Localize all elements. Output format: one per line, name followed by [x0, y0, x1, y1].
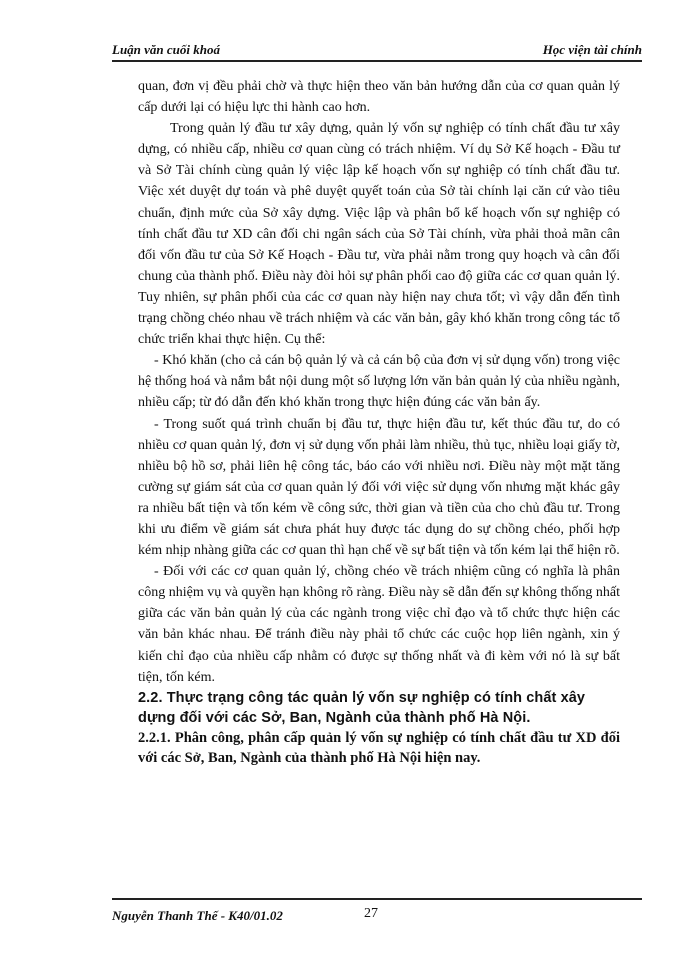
paragraph-investment-management: Trong quản lý đầu tư xây dựng, quản lý vốn sự nghiệp có tính chất đầu tư xây dựng, có nhiều cấp, nhiều cơ quan cùng có trách nhiệm. Ví dụ Sở Kế hoạch - Đầu tư và Sở Tài chính cùng quản lý việc lập kế hoạch vốn sự nghiệp có tính chất đầu tư. Việc xét duyệt dự toán và phê duyệt quyết toán của Sở tài chính lại căn cứ vào tiêu chuẩn, định mức của Sở xây dựng. Việc lập và phân bổ kế hoạch vốn sự nghiệp có tính chất đầu tư XD cân đối chi ngân sách của Sở Tài chính, vừa phải thoả mãn cân đối vốn đầu tư của Sở Kế Hoạch - Đầu tư, vừa phải nằm trong quy hoạch và cân đối chung của thành phố. Điều này đòi hỏi sự phân phối cao độ giữa các cơ quan quản lý. Tuy nhiên, sự phân phối của các cơ quan này hiện nay chưa tốt; vì vậy dẫn đến tình trạng chồng chéo nhau về trách nhiệm và các văn bản, gây khó khăn trong công tác tổ chức triển khai thực hiện. Cụ thể: — [138, 121, 620, 348]
header-thesis-title: Luận văn cuối khoá — [112, 42, 220, 57]
page-footer — [112, 898, 642, 923]
section-heading-2-2-1: 2.2.1. Phân công, phân cấp quản lý vốn sự nghiệp có tính chất đầu tư XD đối với các Sở, Ban, Ngành của thành phố Hà Nội hiện nay. — [138, 729, 620, 766]
paragraph-difficulty-1: - Khó khăn (cho cả cán bộ quản lý và cả cán bộ của đơn vị sử dụng vốn) trong việc hệ thống hoá và nắm bắt nội dung một số lượng lớn văn bản quản lý của nhiều ngành, nhiều cấp; từ đó dẫn đến khó khăn trong thực hiện đúng các văn bản ấy. — [138, 353, 620, 411]
section-heading-2-2: 2.2. Thực trạng công tác quản lý vốn sự nghiệp có tính chất xây dựng đối với các Sở, Ban, Ngành của thành phố Hà Nội. — [138, 689, 586, 726]
paragraph-continuation: quan, đơn vị đều phải chờ và thực hiện theo văn bản hướng dẫn của cơ quan quản lý cấp dưới lại có hiệu lực thi hành cao hơn. — [138, 79, 620, 116]
page-number: 27 — [364, 906, 378, 921]
header-institution: Học viện tài chính — [542, 42, 642, 57]
footer-author: Nguyễn Thanh Thế - K40/01.02 — [112, 908, 283, 923]
page-header — [112, 40, 642, 62]
paragraph-difficulty-2: - Trong suốt quá trình chuẩn bị đầu tư, thực hiện đầu tư, kết thúc đầu tư, do có nhiều cơ quan quản lý, đơn vị sử dụng vốn phải làm nhiều, thủ tục, nhiều loại giấy tờ, nhiều bộ hồ sơ, phải liên hệ công tác, báo cáo với nhiều nơi. Điều này một mặt tăng cường sự giám sát của cơ quan quản lý đối với việc sử dụng vốn nhưng mặt khác gây ra nhiều bất tiện và tốn kém về công sức, thời gian và tiền của cho chủ đầu tư. Trong khi ưu điểm về giám sát chưa phát huy được tác dụng do sự chồng chéo, phối hợp kém nhịp nhàng giữa các cơ quan thì hạn chế về sự bất tiện và tốn kém lại thể hiện rõ. — [138, 416, 620, 559]
page-body — [138, 76, 620, 768]
paragraph-difficulty-3: - Đối với các cơ quan quản lý, chồng chéo về trách nhiệm cũng có nghĩa là phân công nhiệm vụ và quyền hạn không rõ ràng. Điều này sẽ dẫn đến sự không thống nhất giữa các văn bản quản lý của các ngành trong việc chỉ đạo và tổ chức thực hiện các văn bản khác nhau. Để tránh điều này phải tổ chức các cuộc họp liên ngành, xin ý kiến chỉ đạo của nhiều cấp nhằm có được sự thống nhất và đi kèm với nó là sự bất tiện, tốn kém. — [138, 564, 620, 685]
